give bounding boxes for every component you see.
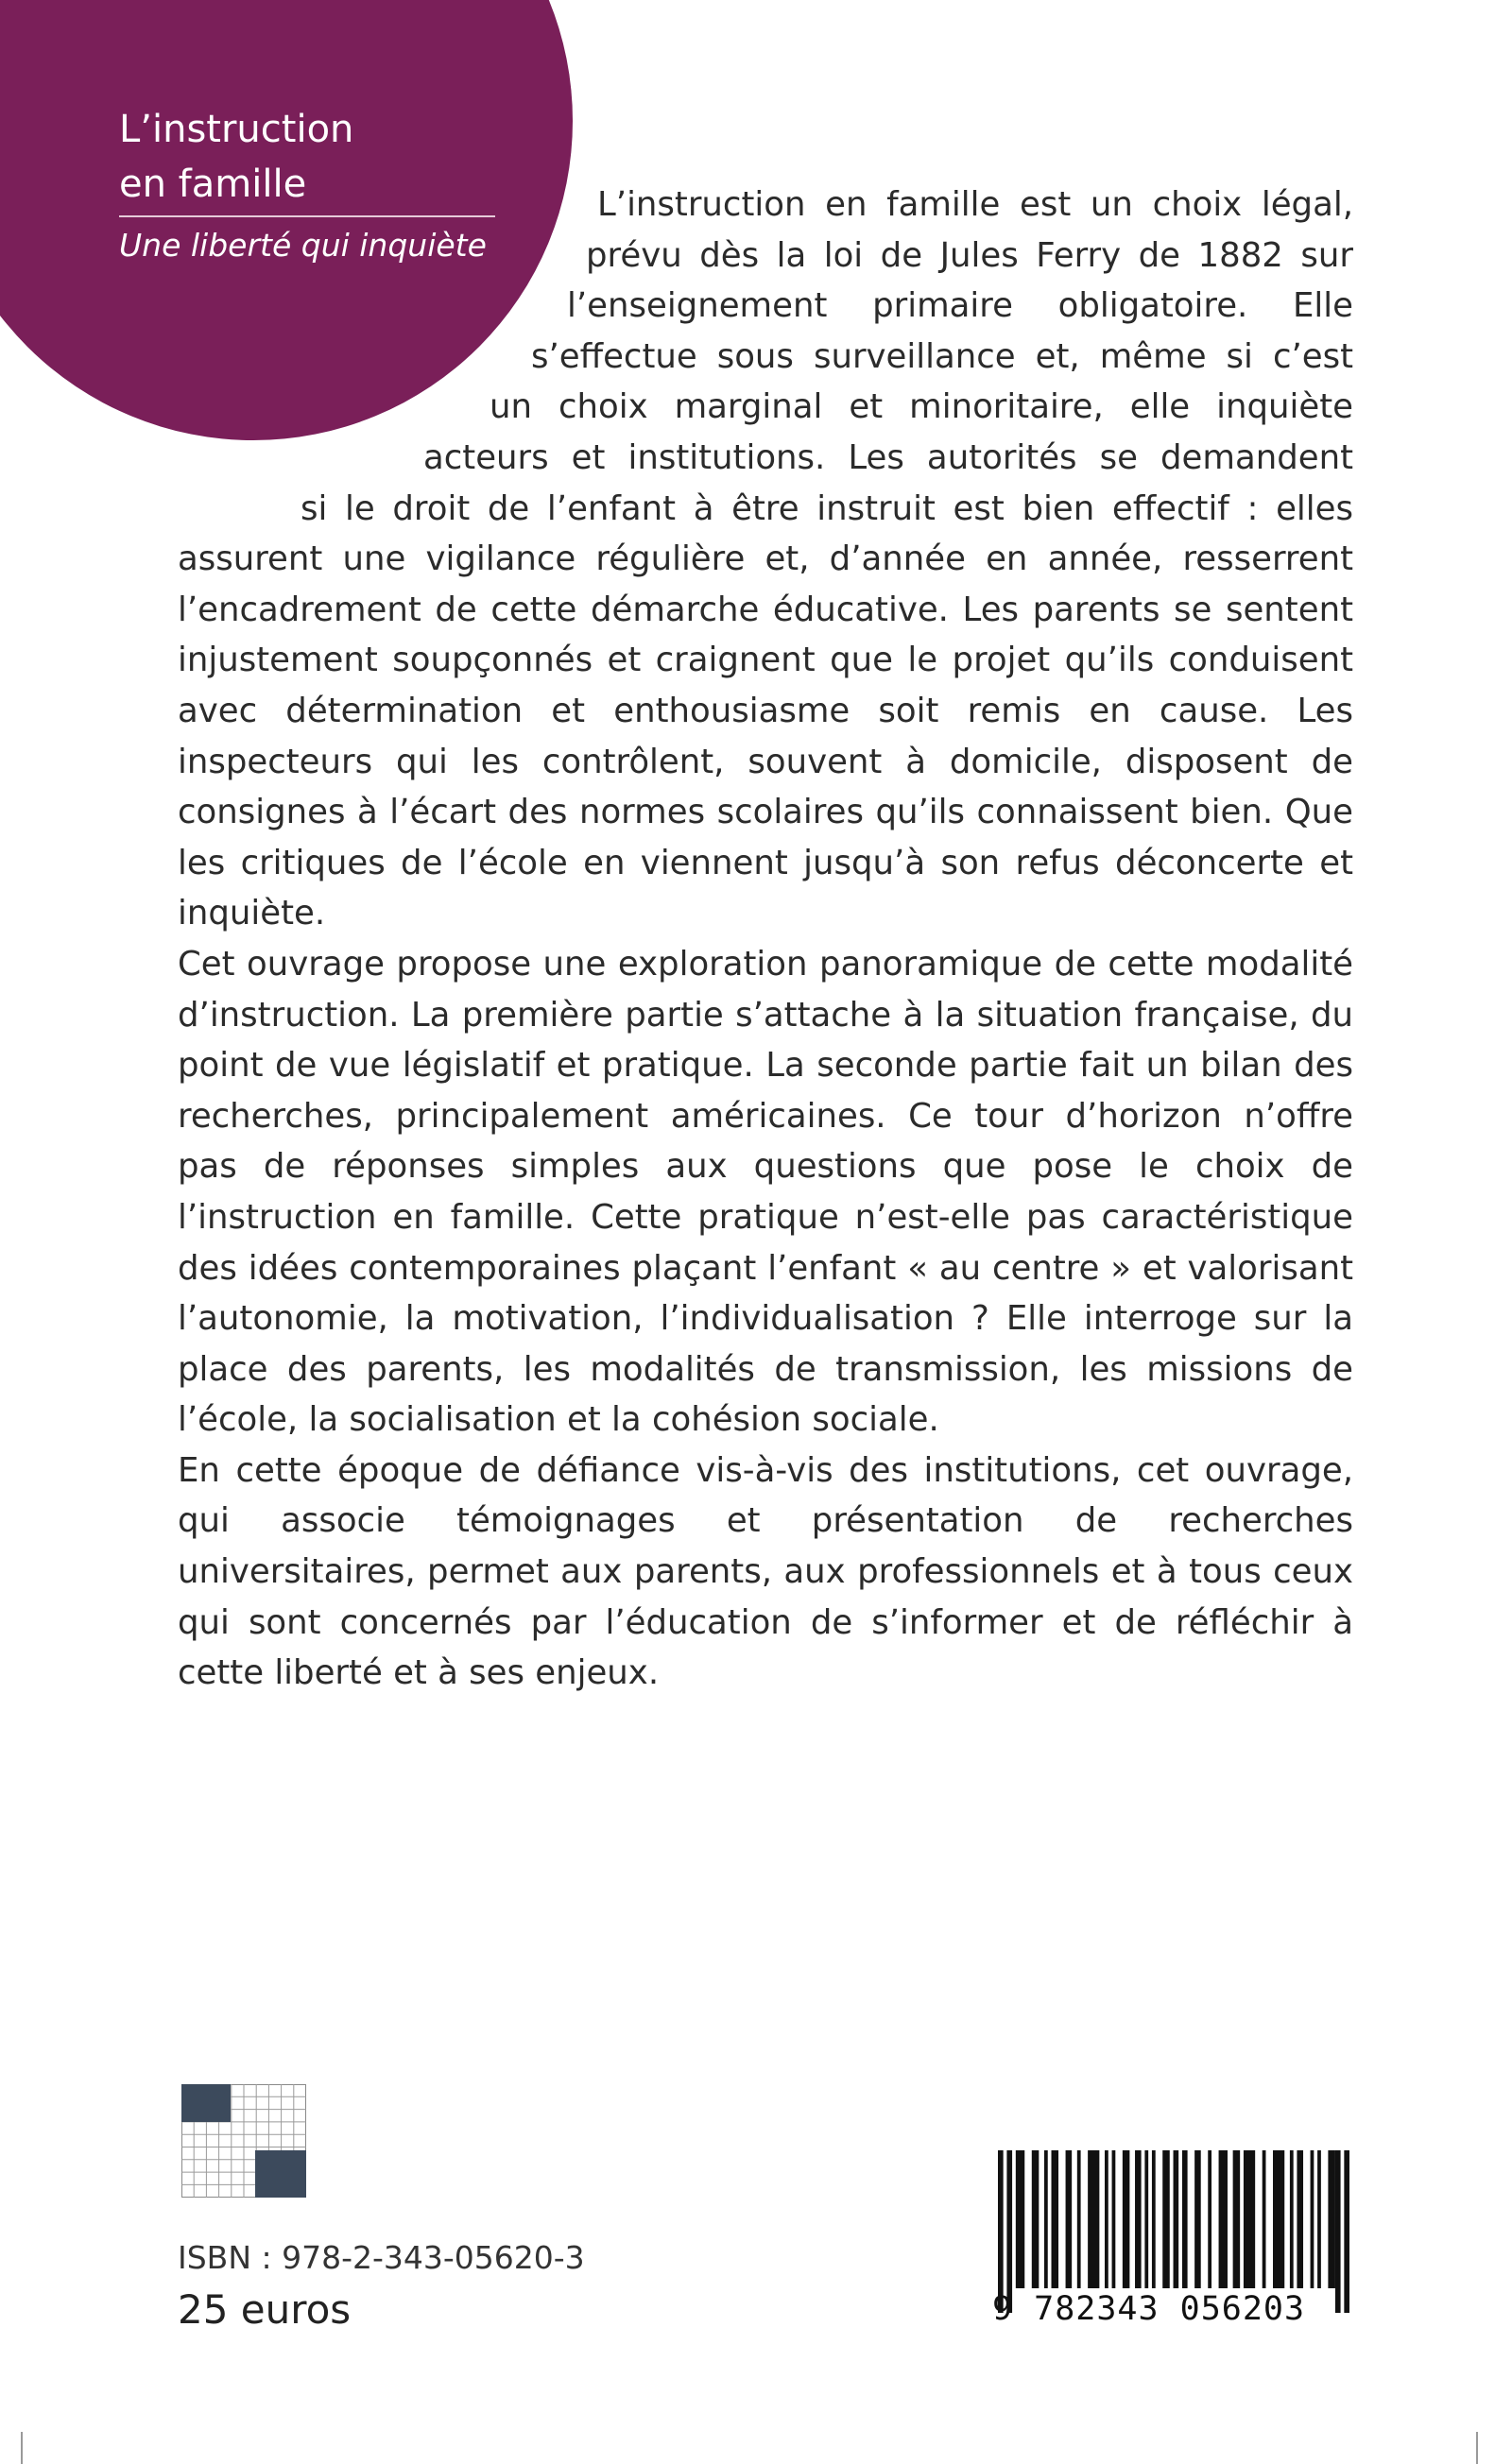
barcode-bar [1244,2150,1255,2288]
summary-paragraph-3: En cette époque de défiance vis-à-vis des institutions, cet ouvrage, qui associe témoignages et présentation de recherches universitaires, permet aux parents, aux professionnels et à tous ceux qui sont concernés par l’éducation de s’informer et de réfléchir à cette liberté et à ses enjeux. [178,1450,1353,1693]
barcode-bar [1297,2150,1303,2288]
price: 25 euros [178,2286,352,2333]
book-subtitle: Une liberté qui inquiète [119,227,487,264]
crop-mark [1476,2432,1478,2464]
barcode-bar [1052,2150,1059,2288]
title-line-1: L’instruction [119,108,354,151]
barcode-bar [998,2150,1004,2313]
isbn: ISBN : 978-2-343-05620-3 [178,2239,585,2276]
book-title [119,102,497,212]
barcode-bar [1077,2150,1081,2288]
barcode-bar [1194,2150,1201,2288]
crop-mark [21,2432,23,2464]
barcode-bar [1088,2150,1099,2288]
barcode-bar [1344,2150,1349,2313]
summary-body [178,534,1353,1699]
title-disc [0,0,573,440]
barcode-bar [1182,2150,1188,2288]
barcode-bar [1135,2150,1142,2288]
barcode-bar [1006,2150,1012,2313]
logo-block-top [181,2084,231,2122]
barcode-bar [1233,2150,1241,2288]
barcode-bar [1335,2150,1341,2313]
barcode-bar [1112,2150,1116,2288]
summary-paragraph-2: Cet ouvrage propose une exploration panoramique de cette modalité d’instruction. La première partie s’attache à la situation française, du point de vue législatif et pratique. La seconde partie fait un bilan des recherches, principalement américaines. Ce tour d’horizon n’offre pas de réponses simples aux questions que pose le choix de l’instruction en famille. Cette pratique n’est-elle pas caractéristique des idées contemporaines plaçant l’enfant « au centre » et valorisant l’autonomie, la motivation, l’individualisation ? Elle interroge sur la place des parents, les modalités de transmission, les missions de l’école, la socialisation et la cohésion sociale. [178,944,1353,1440]
publisher-logo-icon [181,2084,306,2198]
summary-paragraph-1-rest: assurent une vigilance régulière et, d’année en année, resserrent l’encadrement de cette démarche éducative. Les parents se sentent injustement soupçonnés et craignent que le projet qu’ils conduisent avec détermination et enthousiasme soit remis en cause. Les inspecteurs qui les contrôlent, souvent à domicile, disposent de consignes à l’écart des normes scolaires qu’ils connaissent bien. Que les critiques de l’école en viennent jusqu’à son refus déconcerte et inquiète. [178,539,1353,933]
barcode-bar [1328,2150,1335,2288]
barcode-bar [1105,2150,1108,2288]
barcode-bar [1152,2150,1156,2288]
summary-line: l’enseignement primaire obligatoire. Elle [567,286,1353,326]
summary-line: s’effectue sous surveillance et, même si c’est [531,336,1353,376]
title-divider [119,215,495,217]
logo-block-bottom [255,2150,306,2198]
barcode-bar [1317,2150,1321,2288]
barcode-bar [1208,2150,1211,2288]
barcode-bar [1219,2150,1228,2288]
barcode-bar [1032,2150,1040,2288]
summary-line: L’instruction en famille est un choix légal, [597,185,1353,224]
barcode-bar [1273,2150,1284,2288]
summary-line: acteurs et institutions. Les autorités se demandent [423,438,1353,477]
barcode-bar [1123,2150,1130,2288]
barcode-digits: 9 782343 056203 [992,2290,1306,2328]
summary-line: un choix marginal et minoritaire, elle inquiète [490,387,1353,427]
barcode-bar [1044,2150,1048,2288]
barcode-bar [1263,2150,1266,2288]
barcode-bar [1162,2150,1170,2288]
title-line-2: en famille [119,163,307,206]
barcode-bar [1311,2150,1314,2288]
barcode-bar [1066,2150,1073,2288]
summary-line: si le droit de l’enfant à être instruit est bien effectif : elles [301,488,1353,528]
barcode-bar [1290,2150,1294,2288]
barcode-bar [1174,2150,1179,2288]
barcode-bar [1016,2150,1024,2288]
summary-line: prévu dès la loi de Jules Ferry de 1882 sur [586,235,1353,275]
barcode-bar [1144,2150,1148,2288]
